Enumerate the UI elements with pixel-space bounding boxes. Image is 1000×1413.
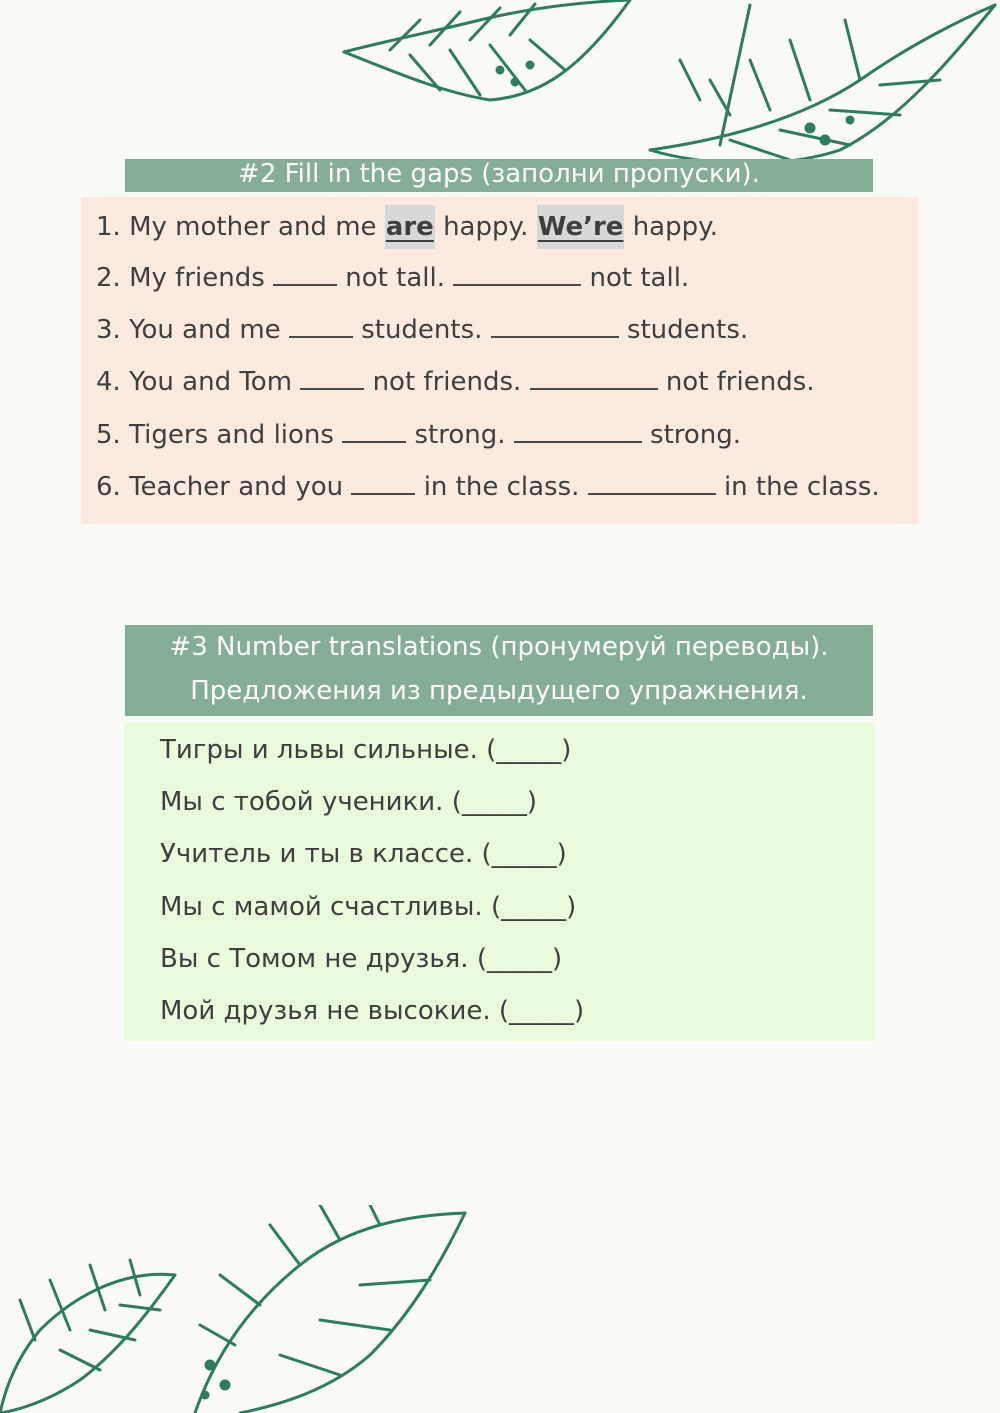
pronoun-gap[interactable] bbox=[588, 467, 716, 495]
row-subject: You and me bbox=[129, 315, 281, 345]
exercise2-row-3 bbox=[96, 310, 748, 350]
row-end: in the class. bbox=[723, 472, 880, 502]
verb-gap[interactable] bbox=[351, 467, 415, 495]
translation-item-2[interactable]: Мы с тобой ученики. (_____) bbox=[160, 787, 537, 817]
verb-gap[interactable] bbox=[342, 415, 406, 443]
translation-item-4[interactable]: Мы с мамой счастливы. (_____) bbox=[160, 892, 577, 922]
pronoun-gap[interactable] bbox=[530, 362, 658, 390]
answer-box-2[interactable]: We’re bbox=[537, 205, 625, 249]
exercise2-row-6 bbox=[96, 467, 880, 507]
translation-item-6[interactable]: Мой друзья не высокие. (_____) bbox=[160, 996, 585, 1026]
pronoun-gap[interactable] bbox=[453, 258, 581, 286]
exercise2-row-4 bbox=[96, 362, 815, 402]
row-middle: not tall. bbox=[345, 263, 445, 293]
leaf-decoration-top-left bbox=[330, 0, 660, 110]
row-end: strong. bbox=[650, 420, 742, 450]
row-subject: Tigers and lions bbox=[129, 420, 334, 450]
row-middle: students. bbox=[361, 315, 483, 345]
exercise2-title-banner bbox=[125, 159, 873, 192]
translation-item-3[interactable]: Учитель и ты в классе. (_____) bbox=[160, 839, 567, 869]
leaf-decoration-bottom-center bbox=[180, 1205, 470, 1413]
exercise3-title-line2: Предложения из предыдущего упражнения. bbox=[190, 676, 808, 706]
verb-gap[interactable] bbox=[289, 310, 353, 338]
row-middle: not friends. bbox=[372, 367, 522, 397]
row-number: 3. bbox=[96, 315, 121, 345]
exercise2-row-2 bbox=[96, 258, 689, 298]
verb-gap[interactable] bbox=[273, 258, 337, 286]
pronoun-gap[interactable] bbox=[514, 415, 642, 443]
answer-box-1[interactable]: are bbox=[385, 205, 435, 249]
row-number: 6. bbox=[96, 472, 121, 502]
row-subject: My mother and me bbox=[129, 212, 377, 242]
row-middle: in the class. bbox=[423, 472, 580, 502]
translation-item-1[interactable]: Тигры и львы сильные. (_____) bbox=[160, 735, 572, 765]
row-end: students. bbox=[626, 315, 749, 345]
row-number: 1. bbox=[96, 212, 121, 242]
row-end: not tall. bbox=[589, 263, 690, 293]
exercise2-row-5 bbox=[96, 415, 741, 455]
row-number: 2. bbox=[96, 263, 121, 293]
row-subject: My friends bbox=[129, 263, 265, 293]
row-end: not friends. bbox=[665, 367, 815, 397]
leaf-decoration-top-right bbox=[640, 0, 1000, 175]
pronoun-gap[interactable] bbox=[491, 310, 619, 338]
exercise2-title: #2 Fill in the gaps (заполни пропуски). bbox=[238, 159, 760, 189]
exercise3-title-line1: #3 Number translations (пронумеруй переводы). bbox=[169, 632, 829, 662]
exercise3-title-banner bbox=[125, 625, 873, 716]
row-middle: strong. bbox=[414, 420, 506, 450]
row-middle: happy. bbox=[443, 212, 529, 242]
verb-gap[interactable] bbox=[300, 362, 364, 390]
leaf-decoration-bottom-left bbox=[0, 1240, 185, 1413]
row-number: 5. bbox=[96, 420, 121, 450]
row-end: happy. bbox=[632, 212, 719, 242]
row-subject: Teacher and you bbox=[129, 472, 344, 502]
row-number: 4. bbox=[96, 367, 121, 397]
exercise2-row-1 bbox=[96, 205, 718, 249]
row-subject: You and Tom bbox=[129, 367, 293, 397]
translation-item-5[interactable]: Вы с Томом не друзья. (_____) bbox=[160, 944, 563, 974]
